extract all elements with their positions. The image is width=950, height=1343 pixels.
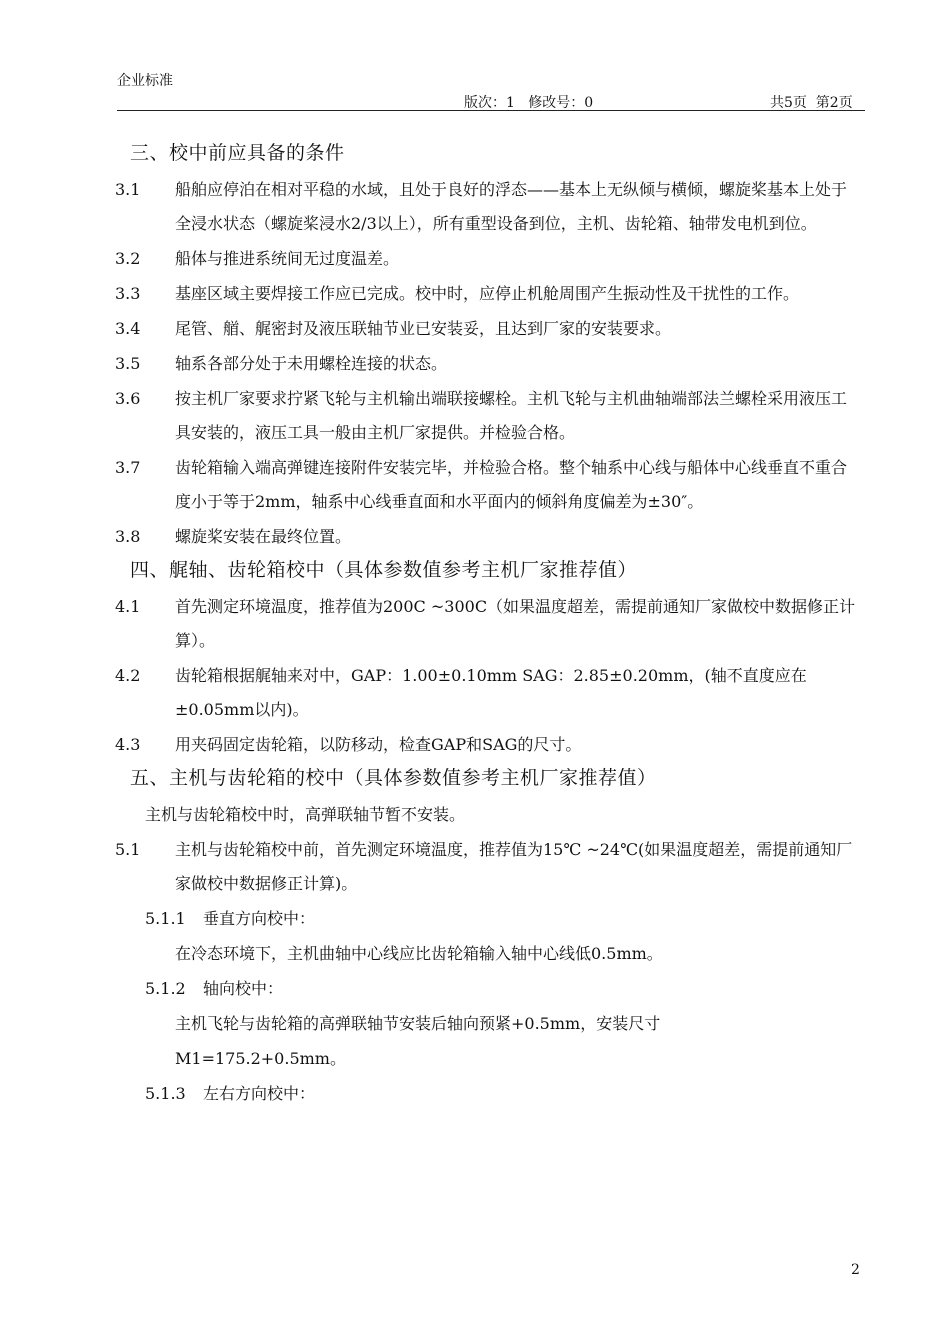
item-number: 3.7 bbox=[115, 458, 141, 477]
header-version: 版次：1 修改号：0 bbox=[464, 95, 594, 111]
subitem-5-1-2 bbox=[145, 972, 860, 1006]
section-4-title: 四、艉轴、齿轮箱校中（具体参数值参考主机厂家推荐值） bbox=[130, 559, 638, 581]
item-4-3 bbox=[115, 728, 860, 762]
subitem-5-1-1 bbox=[145, 902, 860, 936]
item-3-4 bbox=[115, 312, 860, 346]
item-text: 齿轮箱根据艉轴来对中，GAP：1.00±0.10mm SAG：2.85±0.20mm，(轴不直度应在±0.05mm以内)。 bbox=[175, 666, 807, 719]
item-number: 4.3 bbox=[115, 735, 141, 754]
item-text: 基座区域主要焊接工作应已完成。校中时，应停止机舱周围产生振动性及干扰性的工作。 bbox=[175, 284, 800, 303]
subitem-5-1-3 bbox=[145, 1077, 860, 1111]
item-text: 首先测定环境温度，推荐值为200C ~300C（如果温度超差，需提前通知厂家做校中数据修正计算）。 bbox=[175, 597, 856, 650]
item-5-1 bbox=[115, 833, 860, 901]
item-text: 螺旋桨安装在最终位置。 bbox=[175, 527, 352, 546]
header-pages: 共5页 第2页 bbox=[770, 95, 853, 111]
header-rule bbox=[117, 110, 865, 111]
item-text: 主机与齿轮箱校中前，首先测定环境温度，推荐值为15℃ ~24℃(如果温度超差，需提前通知厂家做校中数据修正计算)。 bbox=[175, 840, 853, 893]
item-text: 齿轮箱输入端高弹键连接附件安装完毕，并检验合格。整个轴系中心线与船体中心线垂直不重合度小于等于2mm，轴系中心线垂直面和水平面内的倾斜角度偏差为±30″。 bbox=[175, 458, 848, 511]
item-number: 3.1 bbox=[115, 180, 141, 199]
item-text: 尾管、艏、艉密封及液压联轴节业已安装妥，且达到厂家的安装要求。 bbox=[175, 319, 672, 338]
item-number: 3.8 bbox=[115, 527, 141, 546]
item-3-2 bbox=[115, 242, 860, 276]
item-4-2 bbox=[115, 659, 860, 727]
item-text: 按主机厂家要求拧紧飞轮与主机输出端联接螺栓。主机飞轮与主机曲轴端部法兰螺栓采用液压工具安装的，液压工具一般由主机厂家提供。并检验合格。 bbox=[175, 389, 848, 442]
page-number: 2 bbox=[851, 1262, 860, 1278]
item-3-1 bbox=[115, 173, 860, 241]
subitem-title: 左右方向校中： bbox=[203, 1084, 316, 1103]
item-text: 轴系各部分处于未用螺栓连接的状态。 bbox=[175, 354, 448, 373]
subitem-5-1-2-text-2: M1=175.2+0.5mm。 bbox=[175, 1049, 346, 1068]
section-5-intro: 主机与齿轮箱校中时，高弹联轴节暂不安装。 bbox=[145, 805, 466, 824]
item-3-7 bbox=[115, 451, 860, 519]
subitem-number: 5.1.2 bbox=[145, 979, 186, 998]
document-body bbox=[115, 138, 860, 1112]
item-text: 用夹码固定齿轮箱，以防移动，检查GAP和SAG的尺寸。 bbox=[175, 735, 582, 754]
subitem-number: 5.1.3 bbox=[145, 1084, 186, 1103]
item-number: 3.5 bbox=[115, 354, 141, 373]
item-number: 3.6 bbox=[115, 389, 141, 408]
section-5-title: 五、主机与齿轮箱的校中（具体参数值参考主机厂家推荐值） bbox=[130, 767, 657, 789]
item-number: 5.1 bbox=[115, 840, 141, 859]
header-org: 企业标准 bbox=[117, 73, 173, 89]
subitem-title: 垂直方向校中： bbox=[203, 909, 316, 928]
item-3-5 bbox=[115, 347, 860, 381]
item-number: 4.2 bbox=[115, 666, 141, 685]
item-text: 船舶应停泊在相对平稳的水域，且处于良好的浮态——基本上无纵倾与横倾，螺旋桨基本上处于全浸水状态（螺旋桨浸水2/3以上），所有重型设备到位，主机、齿轮箱、轴带发电机到位。 bbox=[175, 180, 848, 233]
item-3-6 bbox=[115, 382, 860, 450]
item-3-3 bbox=[115, 277, 860, 311]
subitem-title: 轴向校中： bbox=[203, 979, 284, 998]
subitem-5-1-2-text-1: 主机飞轮与齿轮箱的高弹联轴节安装后轴向预紧+0.5mm，安装尺寸 bbox=[175, 1014, 661, 1033]
item-number: 3.3 bbox=[115, 284, 141, 303]
item-4-1 bbox=[115, 590, 860, 658]
item-number: 4.1 bbox=[115, 597, 141, 616]
item-number: 3.2 bbox=[115, 249, 141, 268]
item-text: 船体与推进系统间无过度温差。 bbox=[175, 249, 400, 268]
section-3-title: 三、校中前应具备的条件 bbox=[130, 142, 345, 164]
subitem-number: 5.1.1 bbox=[145, 909, 186, 928]
subitem-5-1-1-text: 在冷态环境下，主机曲轴中心线应比齿轮箱输入轴中心线低0.5mm。 bbox=[175, 944, 663, 963]
item-number: 3.4 bbox=[115, 319, 141, 338]
item-3-8 bbox=[115, 520, 860, 554]
